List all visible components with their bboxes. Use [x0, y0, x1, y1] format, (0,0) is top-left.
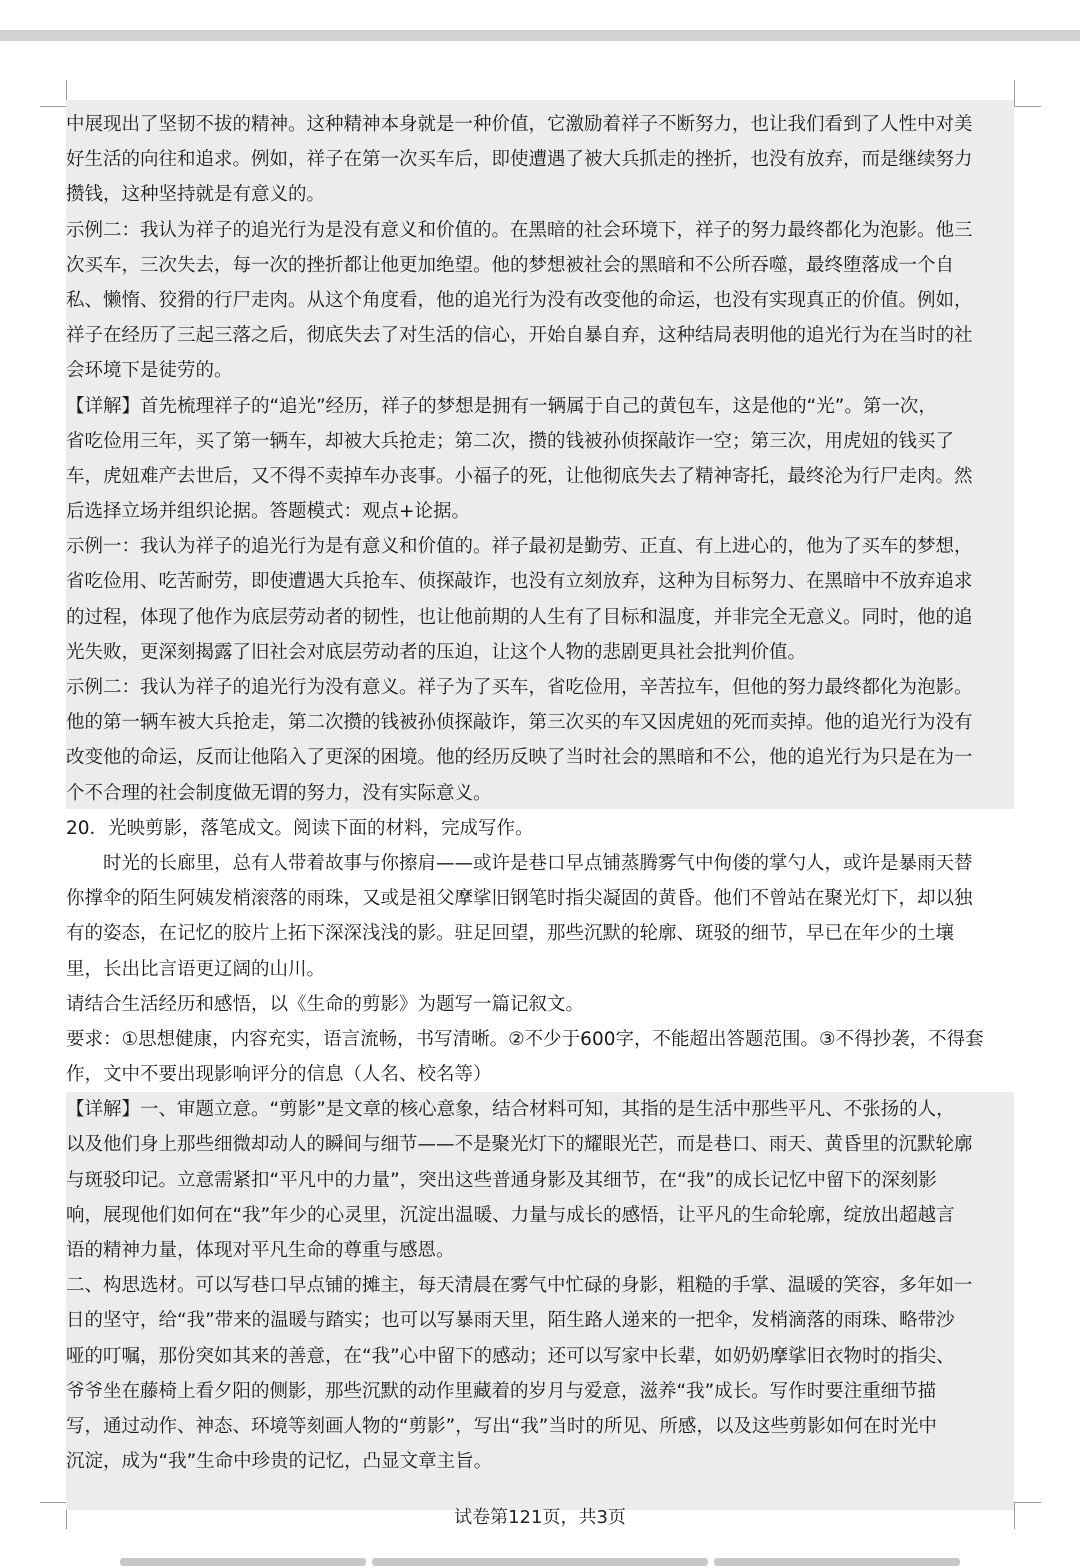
text-line: 的过程，体现了他作为底层劳动者的韧性，也让他前期的人生有了目标和温度，并非完全无意义。同时，他的追: [66, 606, 973, 628]
top-scrollbar[interactable]: [0, 30, 1080, 41]
text-line: 示例一：我认为祥子的追光行为是有意义和价值的。祥子最初是勤劳、正直、有上进心的，他为了买车的梦想，: [66, 536, 973, 558]
text-line: 个不合理的社会制度做无谓的努力，没有实际意义。: [66, 782, 492, 804]
answer-block-1: [66, 107, 1006, 811]
text-line: 有的姿态，在记忆的胶片上拓下深深浅浅的影。驻足回望，那些沉默的轮廓、斑驳的细节，早已在年少的土壤: [66, 923, 955, 945]
text-line: 后选择立场并组织论据。答题模式：观点+论据。: [66, 501, 471, 523]
page-body: [66, 107, 1006, 1479]
bottom-scrollbar-segment-3[interactable]: [714, 1558, 960, 1566]
text-line: 他的第一辆车被大兵抢走，第二次攒的钱被孙侦探敲诈，第三次买的车又因虎妞的死而卖掉。他的追光行为没有: [66, 712, 973, 734]
crop-mark-top-left: [40, 80, 67, 107]
text-line: 写，通过动作、神态、环境等刻画人物的“剪影”，写出“我”当时的所见、所感，以及这些剪影如何在时光中: [66, 1415, 937, 1437]
bottom-scrollbar-segment-1[interactable]: [120, 1558, 366, 1566]
text-line: 沉淀，成为“我”生命中珍贵的记忆，凸显文章主旨。: [66, 1451, 493, 1473]
text-line: 爷爷坐在藤椅上看夕阳的侧影，那些沉默的动作里藏着的岁月与爱意，滋养“我”成长。写作时要注重细节描: [66, 1380, 937, 1402]
bottom-scrollbar-segment-2[interactable]: [372, 1558, 708, 1566]
text-line: 示例二：我认为祥子的追光行为没有意义。祥子为了买车，省吃俭用，辛苦拉车，但他的努力最终都化为泡影。: [66, 677, 973, 698]
text-line: 语的精神力量，体现对平凡生命的尊重与感恩。: [66, 1240, 455, 1261]
text-line: 中展现出了坚韧不拔的精神。这种精神本身就是一种价值，它激励着祥子不断努力，也让我们看到了人性中对美: [66, 114, 973, 135]
text-line: 要求：①思想健康，内容充实，语言流畅，书写清晰。②不少于600字，不能超出答题范围。③不得抄袭，不得套: [66, 1028, 984, 1050]
text-line: 私、懒惰、狡猾的行尸走肉。从这个角度看，他的追光行为没有改变他的命运，也没有实现真正的价值。例如，: [66, 289, 973, 311]
text-line: 改变他的命运，反而让他陷入了更深的困境。他的经历反映了当时社会的黑暗和不公，他的追光行为只是在为一: [66, 747, 973, 769]
text-line: 【详解】一、审题立意。“剪影”是文章的核心意象，结合材料可知，其指的是生活中那些平凡、不张扬的人，: [66, 1099, 955, 1121]
text-line: 与斑驳印记。立意需紧扣“平凡中的力量”，突出这些普通身影及其细节，在“我”的成长记忆中留下的深刻影: [66, 1169, 937, 1191]
text-line: 示例二：我认为祥子的追光行为是没有意义和价值的。在黑暗的社会环境下，祥子的努力最终都化为泡影。他三: [66, 219, 973, 241]
crop-mark-top-right: [1014, 80, 1041, 107]
text-line: 以及他们身上那些细微却动人的瞬间与细节——不是聚光灯下的耀眼光芒，而是巷口、雨天、黄昏里的沉默轮廓: [66, 1134, 973, 1156]
text-line: 祥子在经历了三起三落之后，彻底失去了对生活的信心，开始自暴自弃，这种结局表明他的追光行为在当时的社: [66, 325, 973, 347]
text-line: 攒钱，这种坚持就是有意义的。: [66, 184, 326, 206]
text-line: 次买车，三次失去，每一次的挫折都让他更加绝望。他的梦想被社会的黑暗和不公所吞噬，最终堕落成一个自: [66, 254, 955, 276]
text-line: 二、构思选材。可以写巷口早点铺的摊主，每天清晨在雾气中忙碌的身影，粗糙的手掌、温暖的笑容，多年如一: [66, 1275, 973, 1297]
text-line: 作，文中不要出现影响评分的信息（人名、校名等）: [66, 1064, 492, 1086]
answer-block-2: [66, 1092, 1006, 1479]
page-footer: 试卷第121页，共3页: [454, 1507, 626, 1528]
text-line: 省吃俭用三年，买了第一辆车，却被大兵抢走；第二次，攒的钱被孙侦探敲诈一空；第三次，用虎妞的钱买了: [66, 430, 955, 452]
text-line: 【详解】首先梳理祥子的“追光”经历，祥子的梦想是拥有一辆属于自己的黄包车，这是他的“光”。第一次，: [66, 395, 937, 417]
text-line: 请结合生活经历和感悟，以《生命的剪影》为题写一篇记叙文。: [66, 993, 585, 1015]
text-line: 20．光映剪影，落笔成文。阅读下面的材料，完成写作。: [66, 817, 534, 839]
text-line: 光失败，更深刻揭露了旧社会对底层劳动者的压迫，让这个人物的悲剧更具社会批判价值。: [66, 641, 807, 663]
question-20-block: [66, 811, 1006, 1093]
text-line: 省吃俭用、吃苦耐劳，即使遭遇大兵抢车、侦探敲诈，也没有立刻放弃，这种为目标努力、在黑暗中不放弃追求: [66, 571, 973, 593]
text-line: 哑的叮嘱，那份突如其来的善意，在“我”心中留下的感动；还可以写家中长辈，如奶奶摩挲旧衣物时的指尖、: [66, 1345, 955, 1367]
text-line: 时光的长廊里，总有人带着故事与你擦肩——或许是巷口早点铺蒸腾雾气中佝偻的掌勺人，或许是暴雨天替: [66, 852, 973, 874]
text-line: 你撑伞的陌生阿姨发梢滚落的雨珠，又或是祖父摩挲旧钢笔时指尖凝固的黄昏。他们不曾站在聚光灯下，却以独: [66, 888, 973, 910]
text-line: 好生活的向往和追求。例如，祥子在第一次买车后，即使遭遇了被大兵抓走的挫折，也没有放弃，而是继续努力: [66, 149, 973, 171]
text-line: 里，长出比言语更辽阔的山川。: [66, 958, 326, 980]
text-line: 会环境下是徒劳的。: [66, 360, 233, 382]
text-line: 车，虎妞难产去世后，又不得不卖掉车办丧事。小福子的死，让他彻底失去了精神寄托，最终沦为行尸走肉。然: [66, 465, 973, 487]
text-line: 日的坚守，给“我”带来的温暖与踏实；也可以写暴雨天里，陌生路人递来的一把伞，发梢滴落的雨珠、略带沙: [66, 1310, 955, 1332]
text-line: 响，展现他们如何在“我”年少的心灵里，沉淀出温暖、力量与成长的感悟，让平凡的生命轮廓，绽放出超越言: [66, 1204, 955, 1226]
